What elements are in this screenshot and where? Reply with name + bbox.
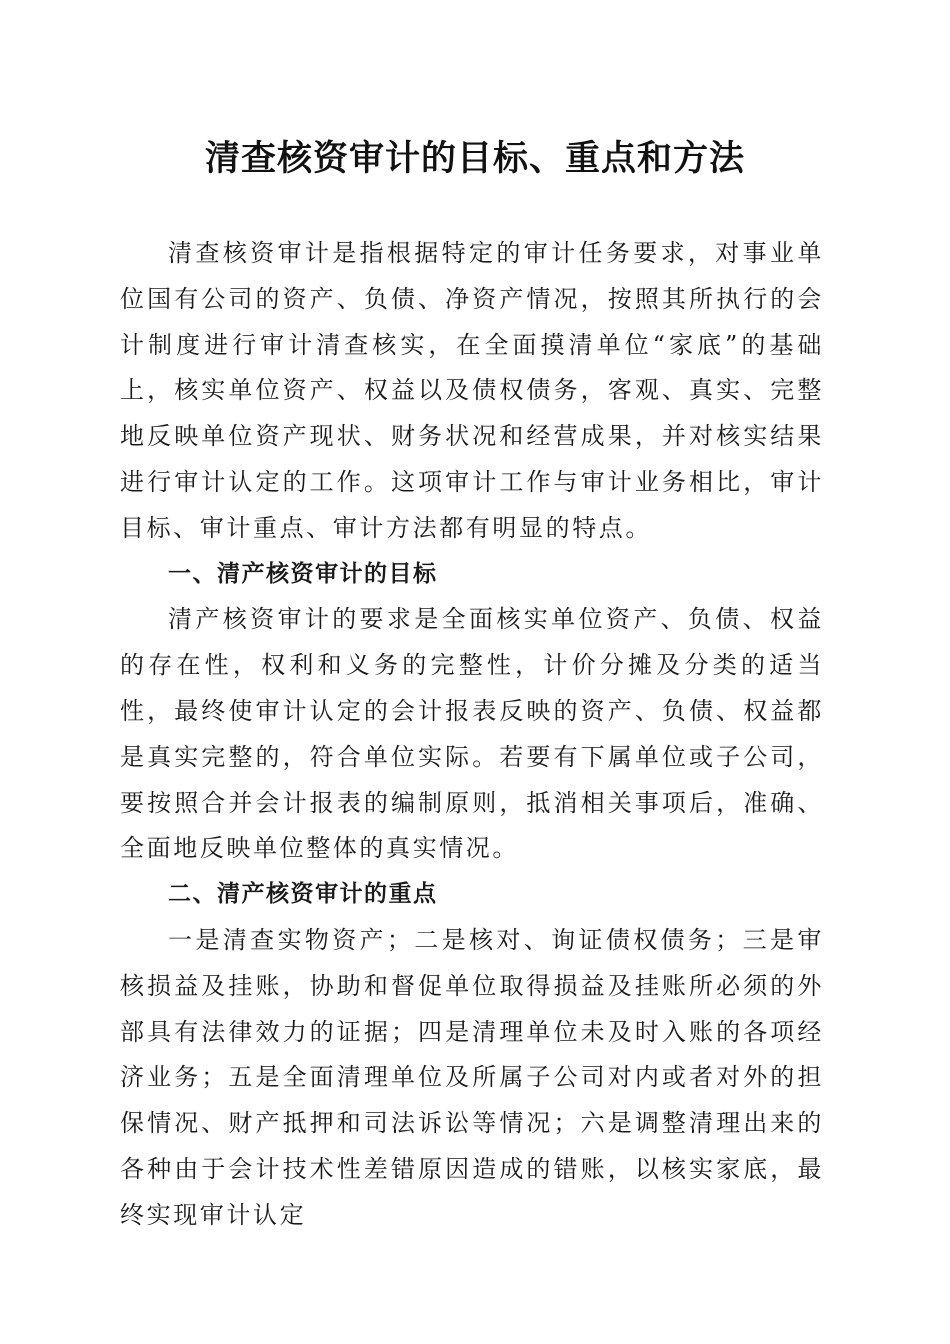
section-heading-goals: 一、清产核资审计的目标 — [168, 560, 438, 587]
document-body — [120, 231, 824, 1239]
document-title: 清查核资审计的目标、重点和方法 — [204, 138, 745, 179]
section-paragraph-focus: 一是清查实物资产；二是核对、询证债权债务；三是审核损益及挂账，协助和督促单位取得损益及挂账所必须的外部具有法律效力的证据；四是清理单位未及时入账的各项经济业务；五是全面清理单位及所属子公司对内或者对外的担保情况、财产抵押和司法诉讼等情况；六是调整清理出来的各种由于会计技术性差错原因造成的错账，以核实家底，最终实现审计认定 — [120, 925, 824, 1229]
intro-paragraph: 清查核资审计是指根据特定的审计任务要求，对事业单位国有公司的资产、负债、净资产情况，按照其所执行的会计制度进行审计清查核实，在全面摸清单位“家底”的基础上，核实单位资产、权益以及债权债务，客观、真实、完整地反映单位资产现状、财务状况和经营成果，并对核实结果进行审计认定的工作。这项审计工作与审计业务相比，审计目标、审计重点、审计方法都有明显的特点。 — [120, 239, 824, 542]
section-paragraph-goals: 清产核资审计的要求是全面核实单位资产、负债、权益的存在性，权利和义务的完整性，计价分摊及分类的适当性，最终使审计认定的会计报表反映的资产、负债、权益都是真实完整的，符合单位实际。若要有下属单位或子公司，要按照合并会计报表的编制原则，抵消相关事项后，准确、全面地反映单位整体的真实情况。 — [120, 605, 824, 863]
section-heading-focus: 二、清产核资审计的重点 — [168, 881, 438, 908]
